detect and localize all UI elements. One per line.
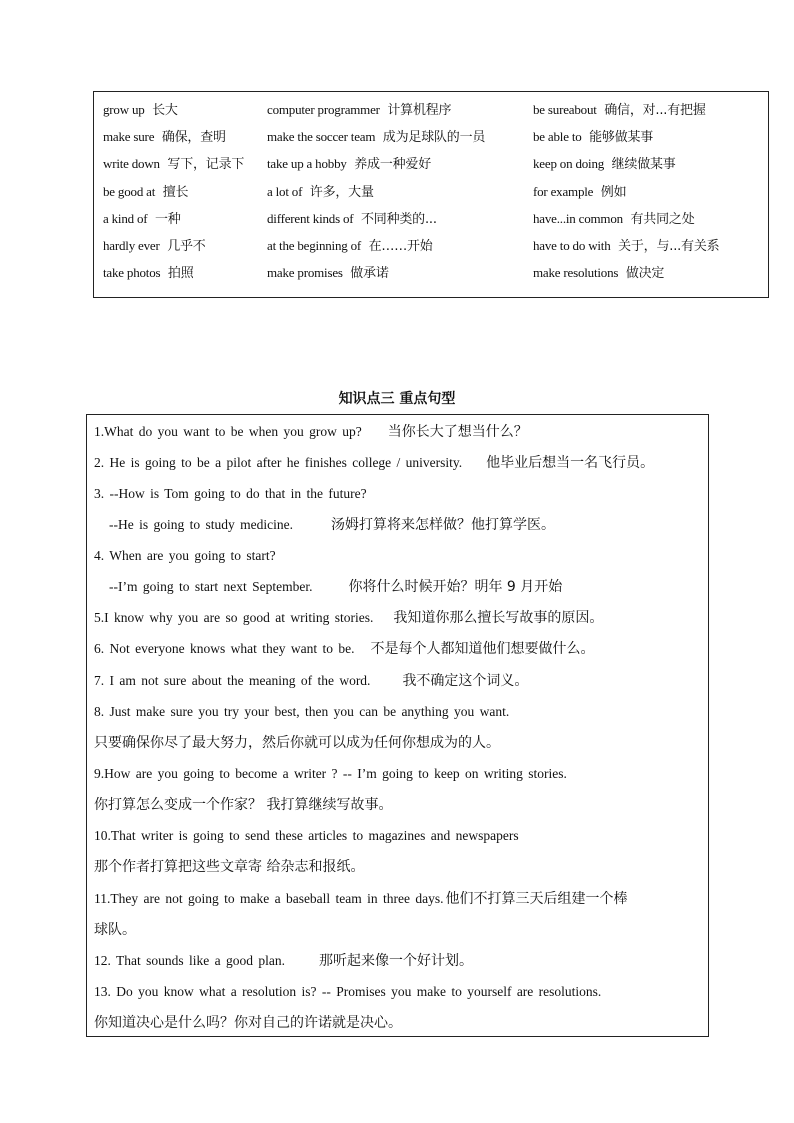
phrase-chinese: 成为足球队的一员 (382, 130, 486, 146)
phrase-english: computer programmer (267, 102, 380, 117)
phrase-chinese: 擅长 (162, 184, 189, 200)
sentence-5: 5.I know why you are so good at writing stories. 我知道你那么擅长写故事的原因。 (94, 610, 604, 626)
sentence-3: 3. --How is Tom going to do that in the future? (94, 486, 367, 501)
phrase-english: make promises (267, 265, 343, 281)
phrase-cell (267, 208, 437, 231)
phrase-cell (533, 208, 695, 231)
phrase-english: keep on doing (533, 156, 605, 172)
sentence-4: 4. When are you going to start? (94, 548, 276, 563)
phrase-row (94, 208, 768, 230)
phrase-english: a kind of (103, 210, 148, 226)
phrase-cell (533, 153, 676, 176)
phrase-english: a lot of (267, 183, 303, 199)
phrase-chinese: 不同种类的... (360, 211, 437, 227)
sentence-11: 11.They are not going to make a baseball team in three days. 他们不打算三天后组建一个棒 (94, 891, 628, 907)
phrase-english: have to do with (533, 238, 611, 253)
phrase-english: write down (103, 156, 160, 172)
phrase-english: different kinds of (267, 210, 354, 226)
sentence-9: 9.How are you going to become a writer ? -- I’m going to keep on writing stories. (94, 766, 567, 781)
section-title: 知识点三 重点句型 (338, 391, 456, 407)
phrase-chinese: 有共同之处 (630, 211, 695, 227)
phrase-chinese: 做承诺 (350, 266, 389, 282)
phrase-cell (533, 99, 706, 122)
phrase-chinese: 几乎不 (167, 239, 206, 254)
phrase-chinese: 在……开始 (368, 239, 433, 254)
phrase-cell (103, 153, 244, 176)
sentence-4-answer: --I’m going to start next September. 你将什么时候开始？明年 9 月开始 (109, 579, 563, 595)
phrase-english: be able to (533, 129, 582, 145)
sentence-8: 8. Just make sure you try your best, then you can be anything you want. (94, 704, 510, 719)
phrase-row (94, 262, 768, 284)
sentence-10-translation: 那个作者打算把这些文章寄 给杂志和报纸。 (94, 859, 365, 875)
phrase-cell (267, 181, 374, 204)
phrase-cell (103, 235, 206, 258)
phrase-english: be good at (103, 183, 156, 199)
phrase-cell (267, 99, 451, 122)
phrase-cell (103, 181, 188, 204)
phrase-english: for example (533, 183, 594, 199)
phrase-chinese: 关于，与...有关系 (618, 239, 720, 254)
phrase-english: hardly ever (103, 238, 160, 253)
phrase-row (94, 126, 768, 148)
phrase-cell (533, 181, 626, 204)
sentence-13: 13. Do you know what a resolution is? -- Promises you make to yourself are resolutions. (94, 984, 602, 999)
phrase-english: make resolutions (533, 265, 619, 281)
phrase-row (94, 235, 768, 257)
phrase-cell (533, 235, 719, 258)
phrase-english: at the beginning of (267, 238, 362, 253)
phrase-english: have...in common (533, 210, 623, 226)
sentence-3-answer: --He is going to study medicine. 汤姆打算将来怎样做？他打算学医。 (109, 517, 555, 533)
phrase-chinese: 能够做某事 (589, 130, 654, 146)
sentence-9-translation: 你打算怎么变成一个作家？ 我打算继续写故事。 (94, 797, 393, 813)
phrase-chinese: 许多，大量 (309, 184, 374, 200)
phrase-cell (267, 126, 485, 149)
phrase-english: take photos (103, 265, 161, 281)
phrase-row (94, 153, 768, 175)
phrase-cell (267, 262, 389, 285)
phrase-english: take up a hobby (267, 156, 347, 172)
phrase-english: make sure (103, 129, 155, 145)
phrase-chinese: 做决定 (625, 266, 665, 282)
phrase-chinese: 拍照 (167, 266, 194, 282)
phrase-row (94, 181, 768, 203)
sentence-10: 10.That writer is going to send these articles to magazines and newspapers (94, 828, 519, 843)
phrase-table (93, 91, 769, 298)
sentence-12: 12. That sounds like a good plan. 那听起来像一个好计划。 (94, 953, 473, 969)
sentence-7: 7. I am not sure about the meaning of the word. 我不确定这个词义。 (94, 673, 529, 689)
sentence-table (86, 414, 709, 1037)
phrase-cell (103, 126, 226, 149)
phrase-english: be sureabout (533, 102, 597, 117)
phrase-chinese: 一种 (154, 211, 181, 227)
phrase-chinese: 长大 (152, 103, 178, 118)
phrase-chinese: 继续做某事 (611, 157, 676, 173)
sentence-1: 1.What do you want to be when you grow up? 当你长大了想当什么？ (94, 424, 528, 440)
phrase-cell (533, 126, 653, 149)
phrase-cell (267, 235, 433, 258)
phrase-chinese: 写下，记录下 (167, 157, 245, 173)
sentence-8-translation: 只要确保你尽了最大努力，然后你就可以成为任何你想成为的人。 (94, 735, 500, 751)
phrase-english: make the soccer team (267, 129, 376, 145)
phrase-row (94, 99, 768, 121)
phrase-chinese: 确信，对...有把握 (604, 103, 706, 118)
sentence-13-translation: 你知道决心是什么吗？你对自己的许诺就是决心。 (94, 1015, 402, 1031)
phrase-chinese: 养成一种爱好 (354, 157, 432, 173)
phrase-chinese: 例如 (600, 184, 627, 200)
sentence-11-translation-cont: 球队。 (94, 922, 136, 938)
phrase-cell (103, 99, 178, 122)
sentence-6: 6. Not everyone knows what they want to be. 不是每个人都知道他们想要做什么。 (94, 641, 595, 657)
phrase-cell (533, 262, 664, 285)
phrase-chinese: 确保，查明 (161, 130, 226, 146)
phrase-chinese: 计算机程序 (387, 103, 452, 118)
sentence-2: 2. He is going to be a pilot after he finishes college / university. 他毕业后想当一名飞行员。 (94, 455, 655, 471)
phrase-cell (267, 153, 431, 176)
phrase-english: grow up (103, 102, 145, 117)
phrase-cell (103, 262, 194, 285)
phrase-cell (103, 208, 181, 231)
